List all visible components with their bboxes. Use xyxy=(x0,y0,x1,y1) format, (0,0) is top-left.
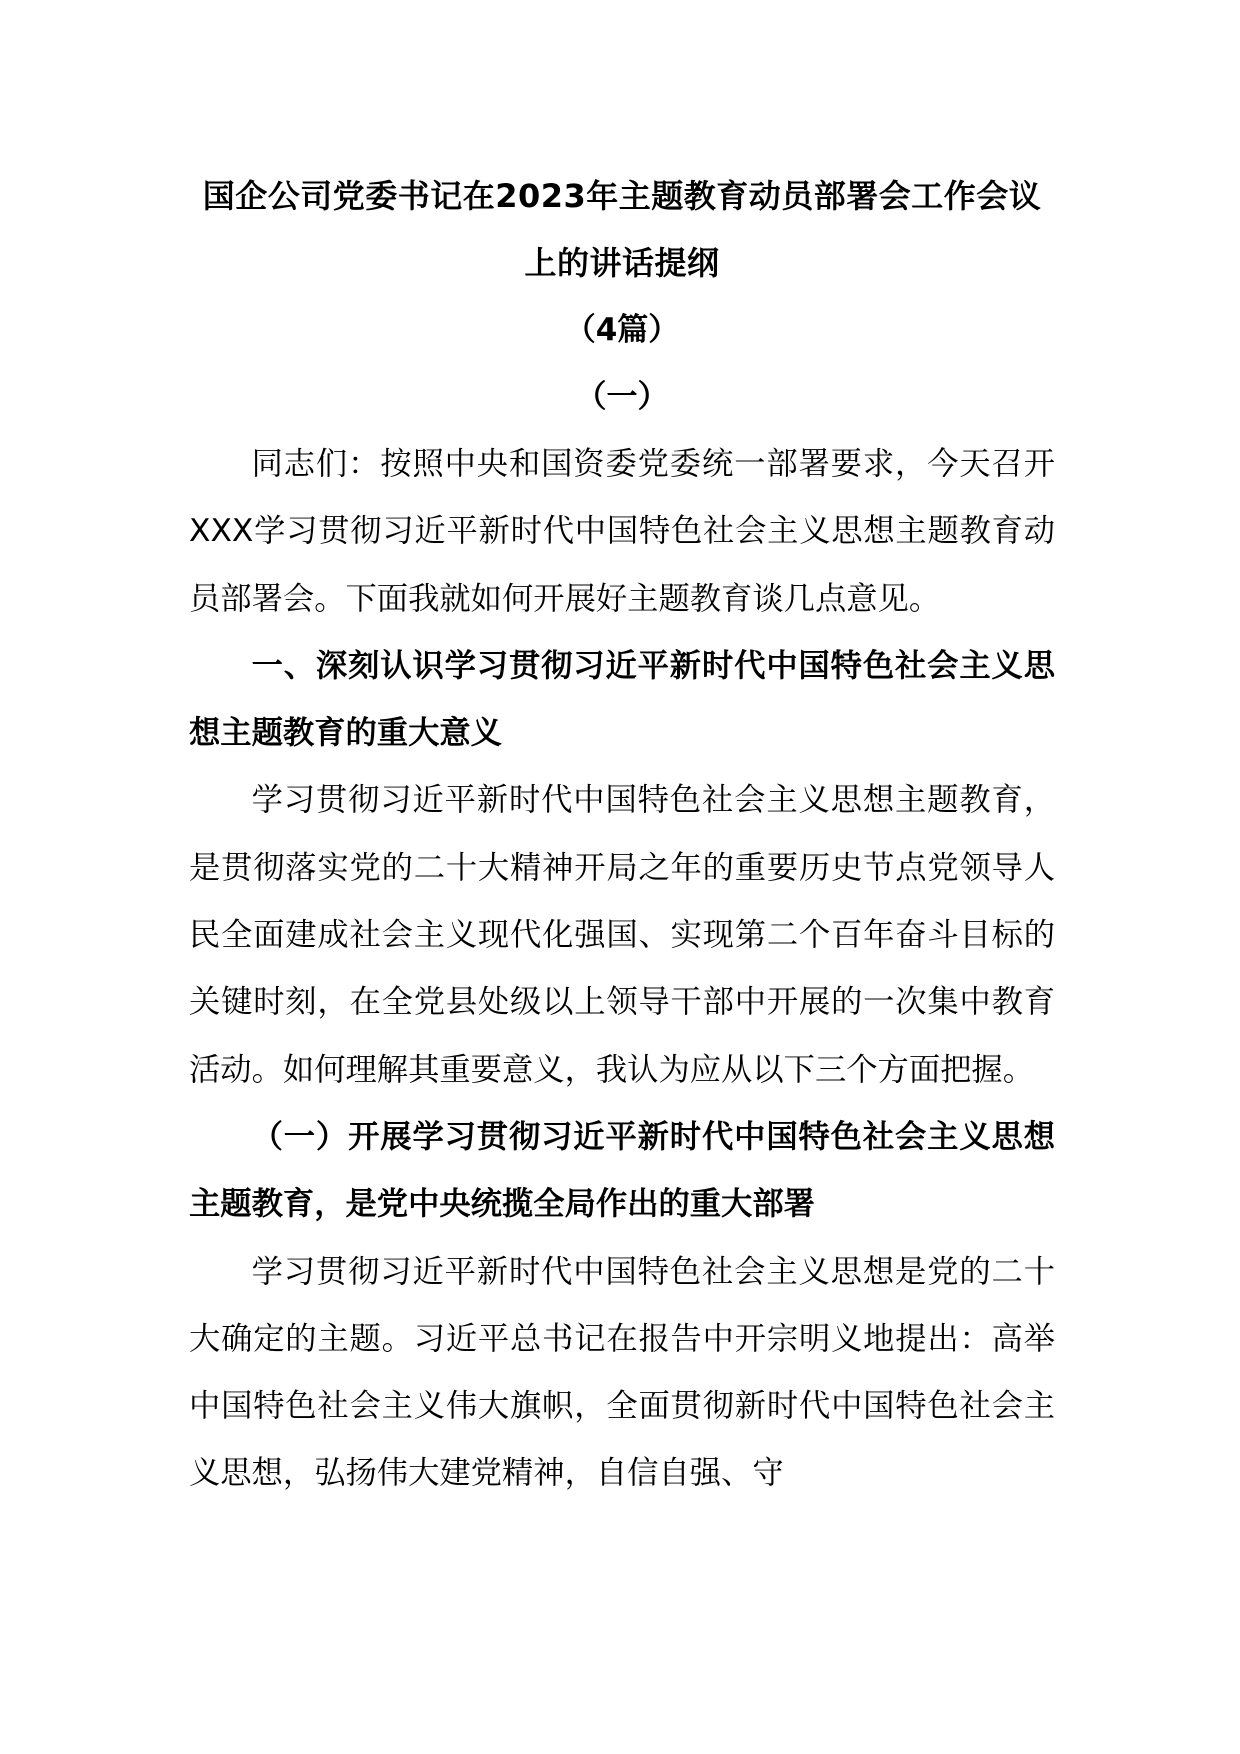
subsection-heading-1: （一）开展学习贯彻习近平新时代中国特色社会主义思想主题教育，是党中央统揽全局作出的重大部署 xyxy=(189,1118,1055,1223)
body-paragraph-1: 学习贯彻习近平新时代中国特色社会主义思想主题教育，是贯彻落实党的二十大精神开局之年的重要历史节点党领导人民全面建成社会主义现代化强国、实现第二个百年奋斗目标的关键时刻，在全党县处级以上领导干部中开展的一次集中教育活动。如何理解其重要意义，我认为应从以下三个方面把握。 xyxy=(189,782,1055,1088)
section-number: （一） xyxy=(575,379,669,415)
document-body xyxy=(189,163,1055,1508)
body-paragraph-2: 学习贯彻习近平新时代中国特色社会主义思想是党的二十大确定的主题。习近平总书记在报告中开宗明义地提出：高举中国特色社会主义伟大旗帜，全面贯彻新时代中国特色社会主义思想，弘扬伟大建党精神，自信自强、守 xyxy=(189,1253,1055,1492)
article-count-label: （4篇） xyxy=(564,312,680,348)
opening-paragraph: 同志们：按照中央和国资委党委统一部署要求，今天召开XXX学习贯彻习近平新时代中国特色社会主义思想主题教育动员部署会。下面我就如何开展好主题教育谈几点意见。 xyxy=(189,446,1055,617)
section-heading-1: 一、深刻认识学习贯彻习近平新时代中国特色社会主义思想主题教育的重大意义 xyxy=(189,647,1055,752)
document-title: 国企公司党委书记在2023年主题教育动员部署会工作会议上的讲话提纲 xyxy=(202,177,1042,282)
